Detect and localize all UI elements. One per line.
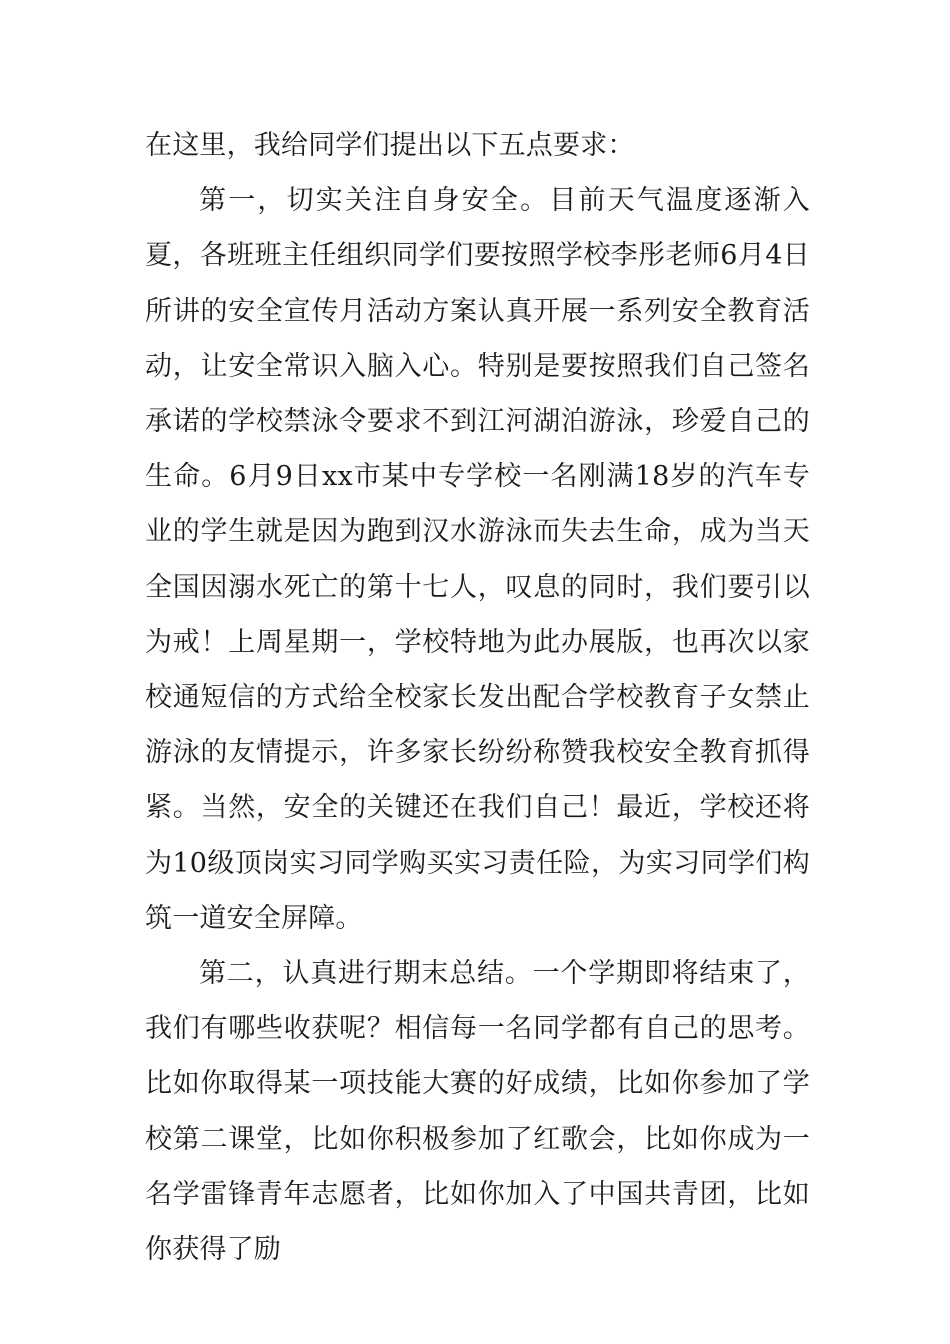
paragraph-point-two: 第二，认真进行期末总结。一个学期即将结束了，我们有哪些收获呢？相信每一名同学都有自己的思考。比如你取得某一项技能大赛的好成绩，比如你参加了学校第二课堂，比如你积极参加了红歌会，比如你成为一名学雷锋青年志愿者，比如你加入了中国共青团，比如你获得了励 [145, 958, 810, 1266]
document-body [145, 118, 810, 1277]
paragraph-point-one: 第一，切实关注自身安全。目前天气温度逐渐入夏，各班班主任组织同学们要按照学校李彤老师6月4日所讲的安全宣传月活动方案认真开展一系列安全教育活动，让安全常识入脑入心。特别是要按照我们自己签名承诺的学校禁泳令要求不到江河湖泊游泳，珍爱自己的生命。6月9日xx市某中专学校一名刚满18岁的汽车专业的学生就是因为跑到汉水游泳而失去生命，成为当天全国因溺水死亡的第十七人，叹息的同时，我们要引以为戒！上周星期一，学校特地为此办展版，也再次以家校通短信的方式给全校家长发出配合学校教育子女禁止游泳的友情提示，许多家长纷纷称赞我校安全教育抓得紧。当然，安全的关键还在我们自己！最近，学校还将为10级顶岗实习同学购买实习责任险，为实习同学们构筑一道安全屏障。 [145, 185, 810, 934]
paragraph-intro: 在这里，我给同学们提出以下五点要求： [145, 130, 635, 161]
